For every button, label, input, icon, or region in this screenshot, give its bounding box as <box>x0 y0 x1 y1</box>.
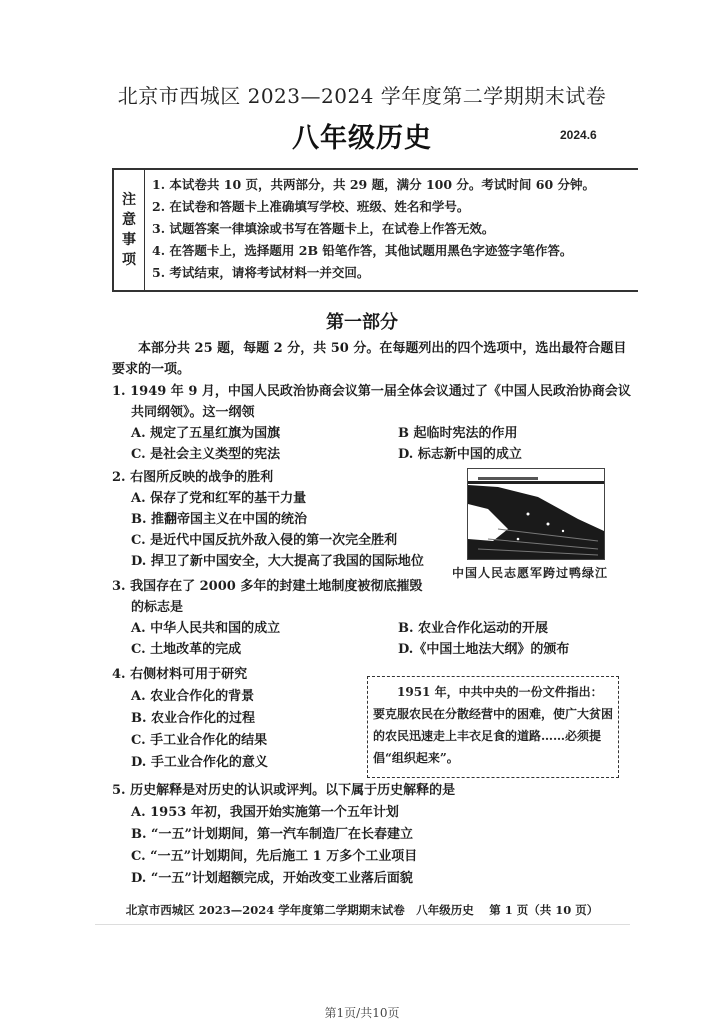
question-1-option-a[interactable]: A. 规定了五星红旗为国旗 <box>131 426 281 441</box>
notice-label <box>114 170 145 290</box>
question-1-option-d[interactable]: D. 标志新中国的成立 <box>398 447 522 462</box>
material-quote-box <box>367 676 619 778</box>
material-quote-first-line: 1951 年，中共中央的一份文件指出： <box>397 685 603 699</box>
footer-divider <box>95 924 630 925</box>
notice-label-char: 项 <box>122 252 136 268</box>
notice-label-char: 注 <box>122 192 136 208</box>
figure-volunteer-army-photo <box>467 468 605 560</box>
notice-item: 5. 考试结束，请将考试材料一并交回。 <box>152 265 370 280</box>
question-5-option-d[interactable]: D. “一五”计划超额完成，开始改变工业落后面貌 <box>131 871 413 886</box>
question-4-option-c[interactable]: C. 手工业合作化的结果 <box>131 733 268 748</box>
figure-caption: 中国人民志愿军跨过鸭绿江 <box>452 566 609 580</box>
notice-label-char: 意 <box>122 212 136 228</box>
question-3-option-a[interactable]: A. 中华人民共和国的成立 <box>131 621 281 636</box>
notice-items <box>152 174 636 284</box>
question-5-option-a[interactable]: A. 1953 年初，我国开始实施第一个五年计划 <box>131 805 399 820</box>
question-2-option-c[interactable]: C. 是近代中国反抗外敌入侵的第一次完全胜利 <box>131 533 398 548</box>
question-3-stem: 3. 我国存在了 2000 多年的封建土地制度被彻底摧毁 <box>112 579 423 594</box>
question-1-stem: 1. 1949 年 9 月，中国人民政治协商会议第一届全体会议通过了《中国人民政治协商会议 <box>112 384 631 399</box>
question-5-option-c[interactable]: C. “一五”计划期间，先后施工 1 万多个工业项目 <box>131 849 418 864</box>
notice-item: 2. 在试卷和答题卡上准确填写学校、班级、姓名和学号。 <box>152 199 470 214</box>
question-5-stem: 5. 历史解释是对历史的认识或评判。以下属于历史解释的是 <box>112 783 456 798</box>
exam-date: 2024.6 <box>560 128 597 142</box>
notice-item: 4. 在答题卡上，选择题用 2B 铅笔作答，其他试题用黑色字迹签字笔作答。 <box>152 243 573 258</box>
page-footer: 北京市西城区 2023—2024 学年度第二学期期末试卷 八年级历史 第 1 页（共 10 页） <box>125 903 599 917</box>
material-quote-body: 要克服农民在分散经营中的困难，使广大贫困的农民迅速走上丰衣足食的道路……必须提倡“组织起来”。 <box>373 707 614 765</box>
question-1-option-c[interactable]: C. 是社会主义类型的宪法 <box>131 447 281 462</box>
notice-label-char: 事 <box>122 232 136 248</box>
question-1-stem-cont: 共同纲领》。这一纲领 <box>131 405 255 420</box>
question-4-option-b[interactable]: B. 农业合作化的过程 <box>131 711 256 726</box>
bridge-crossing-image <box>468 469 604 559</box>
notice-item: 3. 试题答案一律填涂或书写在答题卡上，在试卷上作答无效。 <box>152 221 495 236</box>
question-4-stem: 4. 右侧材料可用于研究 <box>112 667 248 682</box>
question-3-stem-cont: 的标志是 <box>131 600 184 615</box>
question-3-option-b[interactable]: B. 农业合作化运动的开展 <box>398 621 549 636</box>
exam-subject: 八年级历史 <box>292 123 432 154</box>
exam-title: 北京市西城区 2023—2024 学年度第二学期期末试卷 <box>117 84 607 108</box>
question-4-option-a[interactable]: A. 农业合作化的背景 <box>131 689 255 704</box>
question-5-option-b[interactable]: B. “一五”计划期间，第一汽车制造厂在长春建立 <box>131 827 413 842</box>
question-1-option-b[interactable]: B 起临时宪法的作用 <box>398 426 518 441</box>
question-3-option-c[interactable]: C. 土地改革的完成 <box>131 642 242 657</box>
question-4-option-d[interactable]: D. 手工业合作化的意义 <box>131 755 268 770</box>
question-2-option-d[interactable]: D. 捍卫了新中国安全，大大提高了我国的国际地位 <box>131 554 424 569</box>
notice-box <box>112 168 638 292</box>
question-2-option-b[interactable]: B. 推翻帝国主义在中国的统治 <box>131 512 308 527</box>
question-2-option-a[interactable]: A. 保存了党和红军的基干力量 <box>131 491 307 506</box>
page-counter: 第1页/共10页 <box>324 1006 400 1020</box>
question-3-option-d[interactable]: D.《中国土地法大纲》的颁布 <box>398 642 570 657</box>
part-title: 第一部分 <box>326 312 398 333</box>
question-2-stem: 2. 右图所反映的战争的胜利 <box>112 470 274 485</box>
material-quote <box>373 681 613 769</box>
part-intro: 本部分共 25 题，每题 2 分，共 50 分。在每题列出的四个选项中，选出最符合题目要求的一项。 <box>112 341 627 377</box>
notice-item: 1. 本试卷共 10 页，共两部分，共 29 题，满分 100 分。考试时间 60 分钟。 <box>152 177 595 192</box>
